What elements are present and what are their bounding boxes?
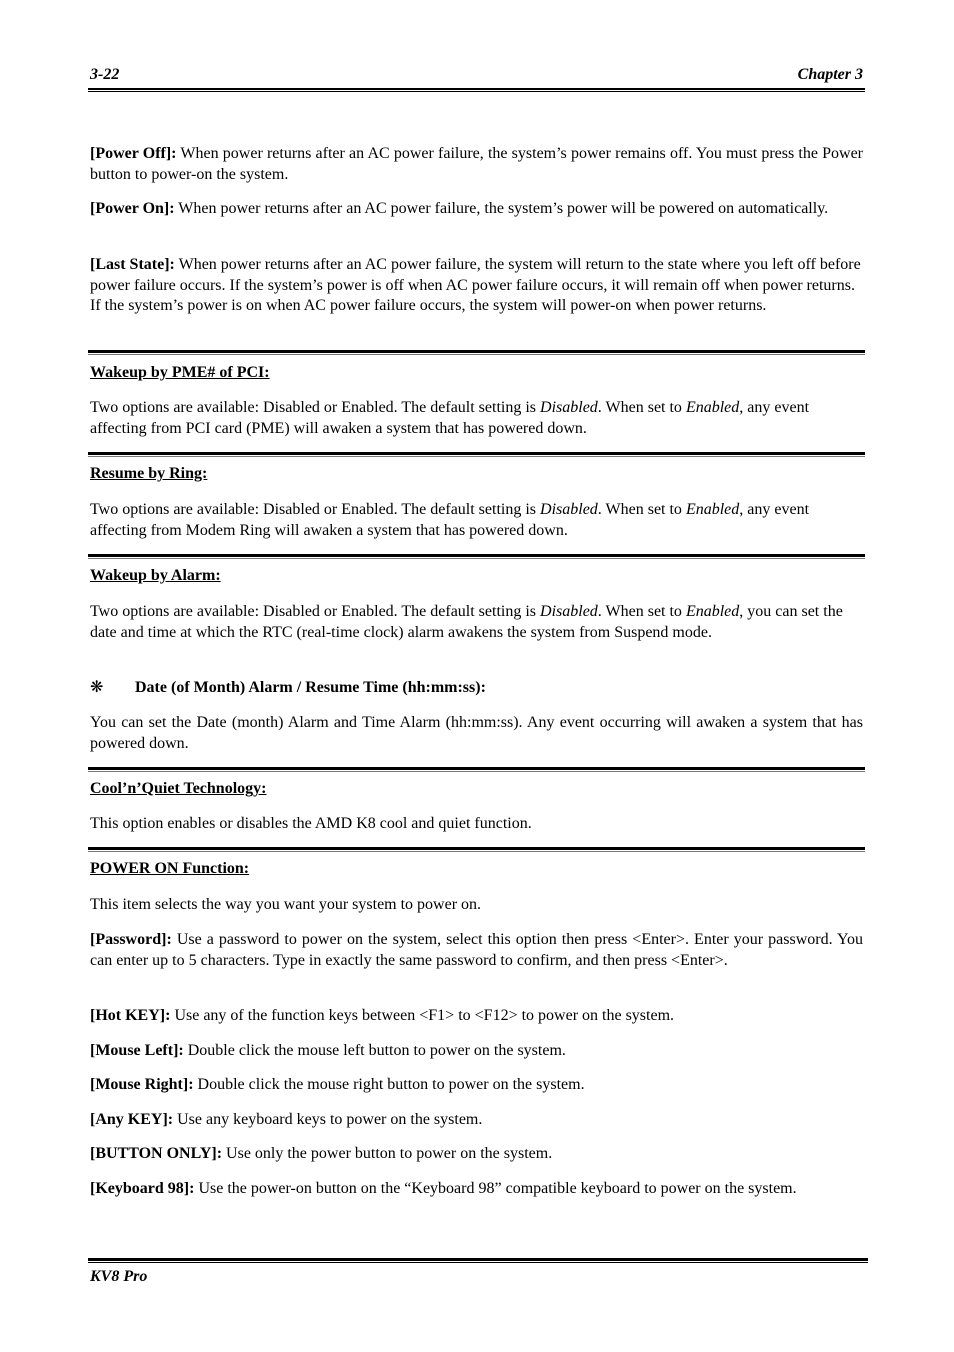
section-rule bbox=[88, 350, 865, 355]
poweron-option-any-key bbox=[90, 1110, 863, 1131]
body-text: Two options are available: Disabled or Enabled. The default setting is bbox=[90, 603, 541, 620]
option-label: [Keyboard 98]: bbox=[90, 1180, 195, 1197]
body-text: You can set the Date (month) Alarm and Time Alarm (hh:mm:ss). Any event occurring will awaken a system that has powered down. bbox=[90, 714, 863, 752]
option-label: [Last State]: bbox=[90, 256, 175, 273]
option-text: Use only the power button to power on the system. bbox=[222, 1145, 553, 1162]
power-on-option bbox=[90, 199, 863, 220]
option-text: Use a password to power on the system, select this option then press <Enter>. Enter your password. You can enter up to 5 characters. Type in exactly the same password to confirm, and then press <Enter>. bbox=[90, 931, 863, 969]
body-text: . When set to bbox=[597, 501, 686, 518]
bullet-icon: ❋ bbox=[90, 679, 104, 696]
option-label: [Mouse Left]: bbox=[90, 1042, 184, 1059]
bullet-item-alarm bbox=[90, 677, 486, 697]
body-text: . When set to bbox=[597, 603, 686, 620]
default-value: Disabled bbox=[540, 501, 598, 518]
bullet-title: Date (of Month) Alarm / Resume Time (hh:mm:ss): bbox=[135, 679, 486, 696]
default-value: Disabled bbox=[540, 603, 598, 620]
section-rule bbox=[88, 452, 865, 457]
section-title-ring: Resume by Ring: bbox=[90, 465, 208, 482]
section-body-pme bbox=[90, 398, 863, 439]
last-state-option bbox=[90, 255, 863, 317]
option-label: [BUTTON ONLY]: bbox=[90, 1145, 223, 1162]
enabled-value: Enabled bbox=[685, 603, 740, 620]
option-label: [Hot KEY]: bbox=[90, 1007, 171, 1024]
section-rule bbox=[88, 847, 865, 852]
body-text: Two options are available: Disabled or Enabled. The default setting is bbox=[90, 501, 541, 518]
section-body-cool bbox=[90, 814, 863, 835]
option-text: When power returns after an AC power failure, the system will return to the state where you left off before power failure occurs. If the system’s power is off when AC power failure occurs, it will remain off when power returns. If the system’s power is on when AC power failure occurs, the system will power-on when power returns. bbox=[90, 256, 861, 314]
section-title-cool: Cool’n’Quiet Technology: bbox=[90, 780, 267, 797]
footer-product: KV8 Pro bbox=[90, 1268, 148, 1285]
option-label: [Password]: bbox=[90, 931, 172, 948]
poweron-option-button-only bbox=[90, 1144, 863, 1165]
option-label: [Power Off]: bbox=[90, 145, 177, 162]
poweron-option-keyboard-98 bbox=[90, 1179, 863, 1200]
poweron-option-mouse-right bbox=[90, 1075, 863, 1096]
poweron-option-hotkey bbox=[90, 1006, 863, 1027]
power-off-option bbox=[90, 144, 863, 185]
option-label: [Mouse Right]: bbox=[90, 1076, 194, 1093]
option-text: When power returns after an AC power failure, the system’s power will be powered on automatically. bbox=[174, 200, 829, 217]
section-body-alarm bbox=[90, 602, 863, 643]
option-text: When power returns after an AC power failure, the system’s power remains off. You must press the Power button to power-on the system. bbox=[90, 145, 864, 183]
body-text: Two options are available: Disabled or Enabled. The default setting is bbox=[90, 399, 541, 416]
enabled-value: Enabled bbox=[685, 399, 740, 416]
option-text: Use the power-on button on the “Keyboard 98” compatible keyboard to power on the system. bbox=[194, 1180, 797, 1197]
option-label: [Any KEY]: bbox=[90, 1111, 174, 1128]
body-text: , you can set the date and time at which the RTC (real-time clock) alarm awakens the system from Suspend mode. bbox=[90, 603, 843, 641]
body-text: . When set to bbox=[597, 399, 686, 416]
poweron-option-mouse-left bbox=[90, 1041, 863, 1062]
body-text: , any event affecting from Modem Ring will awaken a system that has powered down. bbox=[90, 501, 810, 539]
section-rule bbox=[88, 767, 865, 772]
option-text: Double click the mouse left button to power on the system. bbox=[183, 1042, 566, 1059]
page-header bbox=[88, 66, 865, 84]
poweron-option-password bbox=[90, 930, 863, 971]
section-rule bbox=[88, 554, 865, 559]
page-number: 3-22 bbox=[90, 66, 120, 83]
bullet-body-alarm bbox=[90, 713, 863, 754]
option-text: Double click the mouse right button to power on the system. bbox=[193, 1076, 585, 1093]
option-label: [Power On]: bbox=[90, 200, 175, 217]
option-text: Use any keyboard keys to power on the system. bbox=[173, 1111, 483, 1128]
body-text: This item selects the way you want your system to power on. bbox=[90, 896, 482, 913]
option-text: Use any of the function keys between <F1> to <F12> to power on the system. bbox=[170, 1007, 675, 1024]
section-body-poweron bbox=[90, 895, 863, 916]
body-text: This option enables or disables the AMD K8 cool and quiet function. bbox=[90, 815, 532, 832]
section-title-alarm: Wakeup by Alarm: bbox=[90, 567, 221, 584]
section-body-ring bbox=[90, 500, 863, 541]
body-text: , any event affecting from PCI card (PME) will awaken a system that has powered down. bbox=[90, 399, 810, 437]
enabled-value: Enabled bbox=[685, 501, 740, 518]
section-title-pme: Wakeup by PME# of PCI: bbox=[90, 364, 270, 381]
default-value: Disabled bbox=[540, 399, 598, 416]
footer-rule bbox=[88, 1258, 868, 1263]
chapter-label: Chapter 3 bbox=[797, 66, 863, 83]
section-title-poweron: POWER ON Function: bbox=[90, 860, 250, 877]
header-rule bbox=[88, 88, 865, 92]
